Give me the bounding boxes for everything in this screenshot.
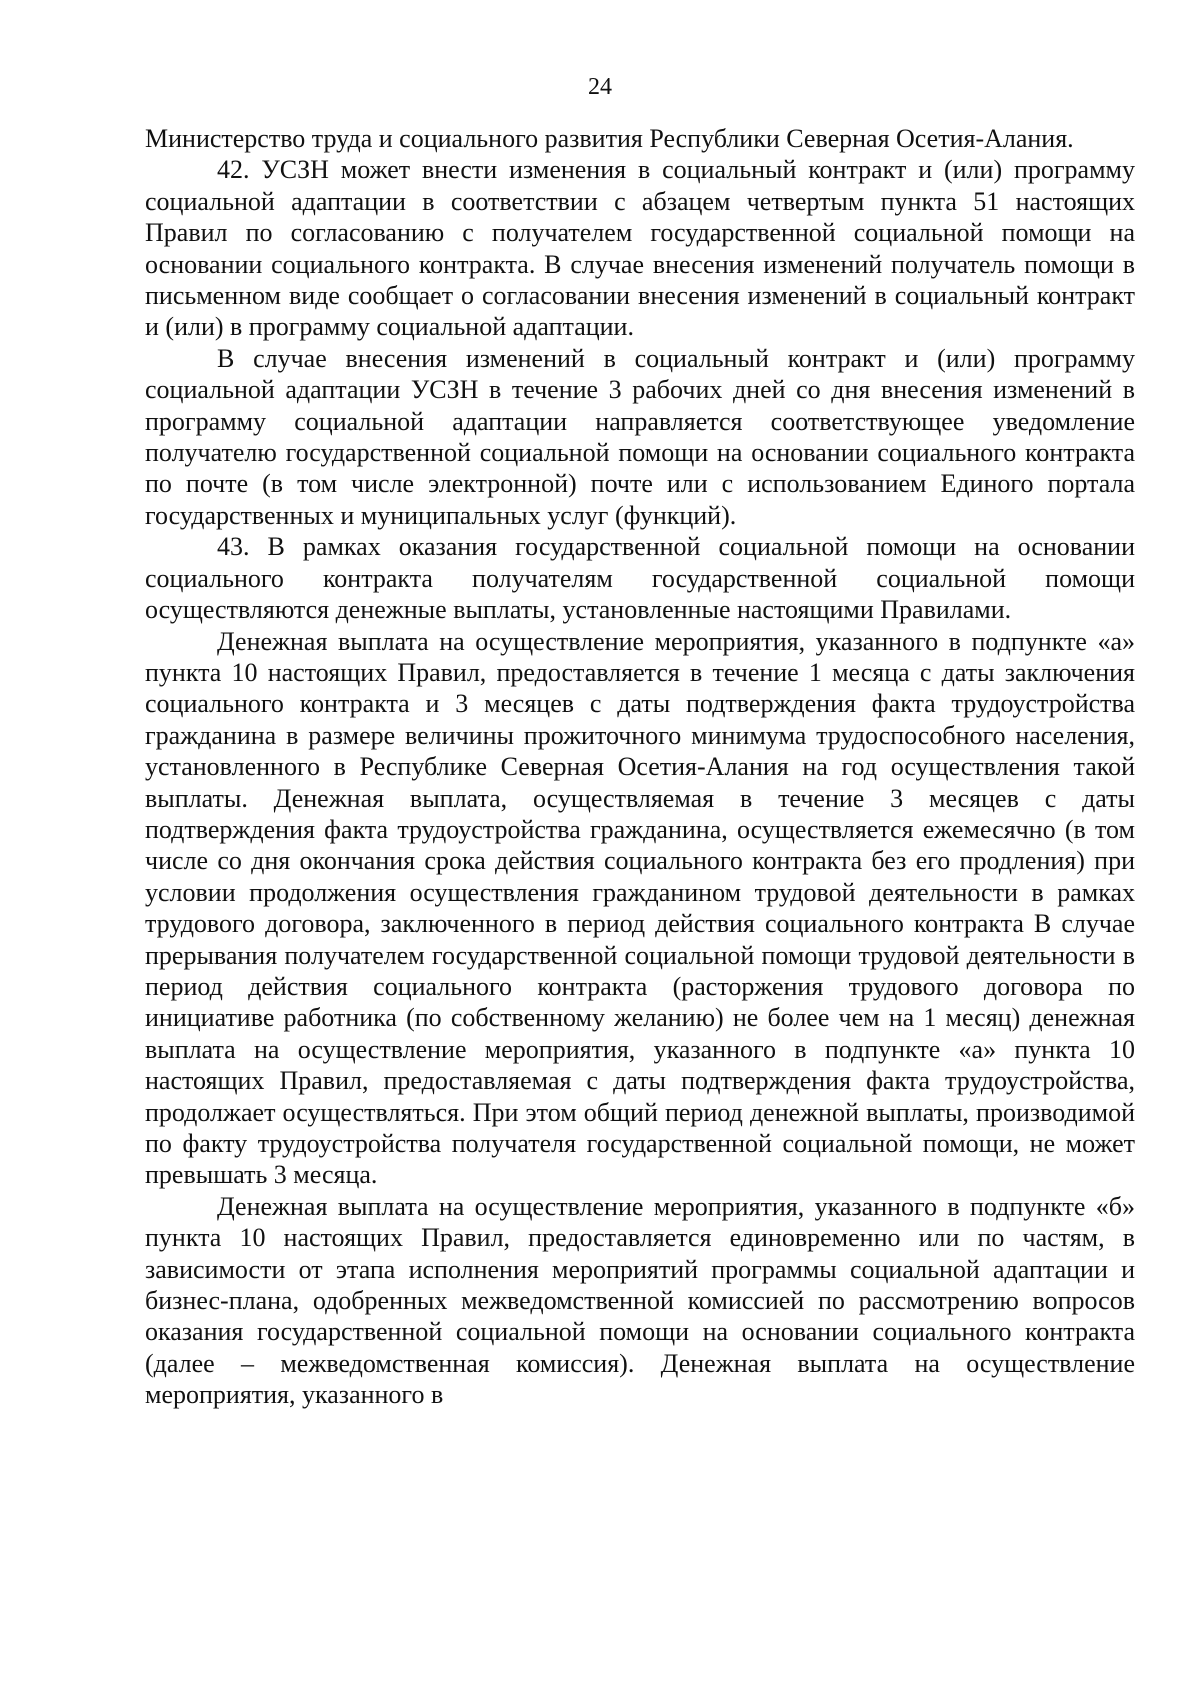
paragraph-2: 42. УСЗН может внести изменения в социальный контракт и (или) программу социальной адаптации в соответствии с абзацем четвертым пункта 51 настоящих Правил по согласованию с получателем государственной социальной помощи на основании социального контракта. В случае внесения изменений получатель помощи в письменном виде сообщает о согласовании внесения изменений в социальный контракт и (или) в программу социальной адаптации. xyxy=(145,155,1135,342)
paragraph-5: Денежная выплата на осуществление мероприятия, указанного в подпункте «а» пункта 10 настоящих Правил, предоставляется в течение 1 месяца с даты заключения социального контракта и 3 месяцев с даты подтверждения факта трудоустройства гражданина в размере величины прожиточного минимума трудоспособного населения, установленного в Республике Северная Осетия-Алания на год осуществления такой выплаты. Денежная выплата, осуществляемая в течение 3 месяцев с даты подтверждения факта трудоустройства гражданина, осуществляется ежемесячно (в том числе со дня окончания срока действия социального контракта без его продления) при условии продолжения осуществления гражданином трудовой деятельности в рамках трудового договора, заключенного в период действия социального контракта В случае прерывания получателем государственной социальной помощи трудовой деятельности в период действия социального контракта (расторжения трудового договора по инициативе работника (по собственному желанию) не более чем на 1 месяц) денежная выплата на осуществление мероприятия, указанного в подпункте «а» пункта 10 настоящих Правил, предоставляемая с даты подтверждения факта трудоустройства, продолжает осуществляться. При этом общий период денежной выплаты, производимой по факту трудоустройства получателя государственной социальной помощи, не может превышать 3 месяца. xyxy=(145,626,1135,1190)
paragraph-3: В случае внесения изменений в социальный контракт и (или) программу социальной адаптации УСЗН в течение 3 рабочих дней со дня внесения изменений в программу социальной адаптации направляется соответствующее уведомление получателю государственной социальной помощи на основании социального контракта по почте (в том числе электронной) почте или с использованием Единого портала государственных и муниципальных услуг (функций). xyxy=(145,343,1135,530)
document-body xyxy=(145,123,1135,1411)
paragraph-1: Министерство труда и социального развития Республики Северная Осетия-Алания. xyxy=(145,124,1074,153)
page-number: 24 xyxy=(588,74,612,100)
paragraph-6: Денежная выплата на осуществление мероприятия, указанного в подпункте «б» пункта 10 настоящих Правил, предоставляется единовременно или по частям, в зависимости от этапа исполнения мероприятий программы социальной адаптации и бизнес-плана, одобренных межведомственной комиссией по рассмотрению вопросов оказания государственной социальной помощи на основании социального контракта (далее – межведомственная комиссия). Денежная выплата на осуществление мероприятия, указанного в xyxy=(145,1191,1135,1410)
paragraph-4: 43. В рамках оказания государственной социальной помощи на основании социального контракта получателям государственной социальной помощи осуществляются денежные выплаты, установленные настоящими Правилами. xyxy=(145,532,1135,625)
